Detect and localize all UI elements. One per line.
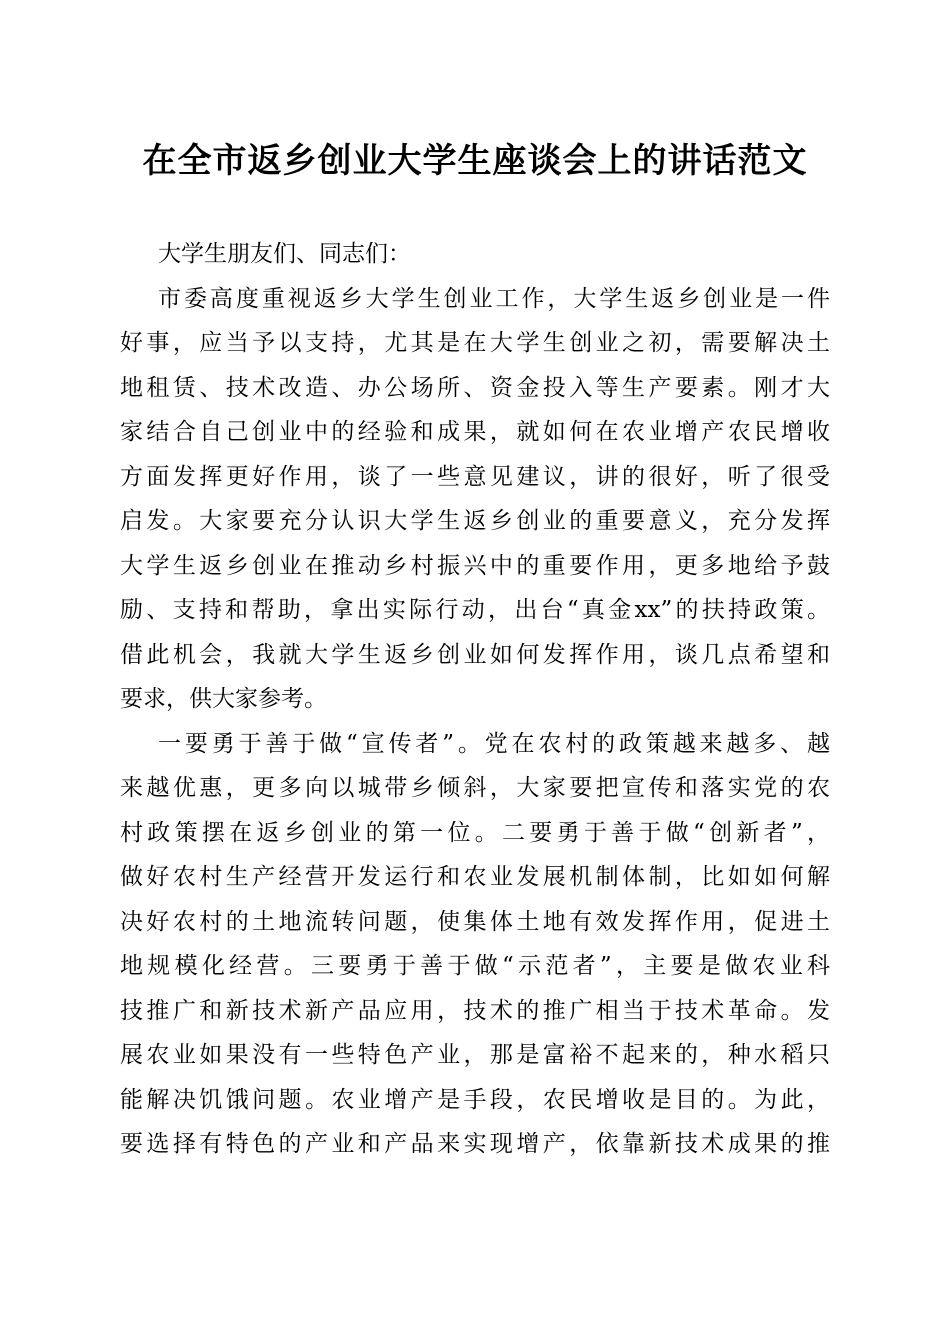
text-line: 好事，应当予以支持，尤其是在大学生创业之初，需要解决土 — [120, 330, 830, 356]
text-line: 地租赁、技术改造、办公场所、资金投入等生产要素。刚才大 — [120, 374, 830, 401]
text-line: 技推广和新技术新产品应用，技术的推广相当于技术革命。发 — [120, 997, 830, 1024]
text-line: 市委高度重视返乡大学生创业工作，大学生返乡创业是一件 — [158, 285, 830, 312]
document-title: 在全市返乡创业大学生座谈会上的讲话范文 — [142, 141, 808, 181]
text-line: 励、支持和帮助，拿出实际行动，出台“真金xx”的扶持政策。 — [120, 597, 830, 623]
text-line: 做好农村生产经营开发运行和农业发展机制体制，比如如何解 — [120, 864, 830, 890]
document-body — [120, 232, 830, 1167]
paragraph-2 — [120, 722, 830, 1167]
text-line: 一要勇于善于做“宣传者”。党在农村的政策越来越多、越 — [158, 730, 830, 757]
text-line: 借此机会，我就大学生返乡创业如何发挥作用，谈几点希望和 — [120, 641, 830, 668]
text-line: 展农业如果没有一些特色产业，那是富裕不起来的，种水稻只 — [120, 1042, 830, 1068]
text-line: 决好农村的土地流转问题，使集体土地有效发挥作用，促进土 — [120, 908, 830, 935]
text-line: 能解决饥饿问题。农业增产是手段，农民增收是目的。为此， — [120, 1086, 830, 1113]
paragraph-1 — [120, 277, 830, 722]
text-line: 启发。大家要充分认识大学生返乡创业的重要意义，充分发挥 — [120, 508, 830, 534]
text-line: 要选择有特色的产业和产品来实现增产，依靠新技术成果的推 — [120, 1131, 830, 1157]
text-line: 大学生返乡创业在推动乡村振兴中的重要作用，更多地给予鼓 — [120, 552, 830, 579]
text-line: 村政策摆在返乡创业的第一位。二要勇于善于做“创新者”， — [120, 819, 830, 846]
text-line: 来越优惠，更多向以城带乡倾斜，大家要把宣传和落实党的农 — [120, 775, 830, 801]
text-line: 家结合自己创业中的经验和成果，就如何在农业增产农民增收 — [120, 419, 830, 445]
text-line: 要求，供大家参考。 — [120, 686, 327, 712]
text-line: 地规模化经营。三要勇于善于做“示范者”，主要是做农业科 — [120, 953, 830, 979]
text-line: 方面发挥更好作用，谈了一些意见建议，讲的很好，听了很受 — [120, 463, 830, 490]
salutation: 大学生朋友们、同志们： — [158, 241, 411, 267]
